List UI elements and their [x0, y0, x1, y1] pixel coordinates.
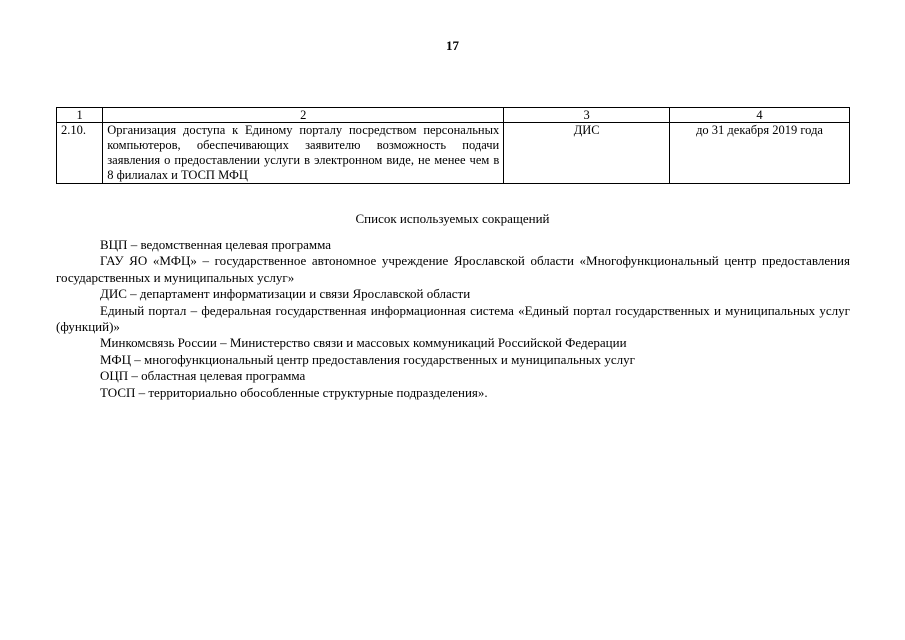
- table-header-row: [57, 108, 850, 123]
- header-cell-3: 3: [504, 108, 670, 123]
- abbreviation-item: Единый портал – федеральная государственная информационная система «Единый портал государственных и муниципальных услуг (функций)»: [56, 302, 850, 335]
- row-number: 2.10.: [57, 123, 103, 184]
- header-cell-4: 4: [670, 108, 850, 123]
- abbreviation-item: ТОСП – территориально обособленные структурные подразделения».: [100, 384, 488, 400]
- page-number: 17: [446, 38, 459, 53]
- measures-table: [56, 107, 850, 184]
- row-description: Организация доступа к Единому порталу посредством персональных компьютеров, обеспечивающих заявителю возможность подачи заявления о предоставлении услуги в электронном виде, не менее чем в 8 филиалах и ТОСП МФЦ: [103, 123, 504, 184]
- abbreviation-item: ВЦП – ведомственная целевая программа: [100, 237, 332, 252]
- header-cell-1: 1: [57, 108, 103, 123]
- abbreviations-list: [56, 237, 850, 401]
- abbreviations-title: Список используемых сокращений: [355, 211, 550, 226]
- table-row: [57, 123, 850, 184]
- abbreviation-item: ГАУ ЯО «МФЦ» – государственное автономное учреждение Ярославской области «Многофункциональный центр предоставления государственных и муниципальных услуг»: [56, 253, 850, 285]
- row-deadline: до 31 декабря 2019 года: [670, 123, 850, 184]
- abbreviation-item: ОЦП – областная целевая программа: [100, 368, 306, 384]
- row-executor: ДИС: [504, 123, 670, 184]
- header-cell-2: 2: [103, 108, 504, 123]
- abbreviation-item: Минкомсвязь России – Министерство связи и массовых коммуникаций Российской Федерации: [100, 335, 627, 351]
- abbreviation-item: ДИС – департамент информатизации и связи Ярославской области: [100, 286, 471, 302]
- abbreviation-item: МФЦ – многофункциональный центр предоставления государственных и муниципальных услуг: [100, 351, 635, 367]
